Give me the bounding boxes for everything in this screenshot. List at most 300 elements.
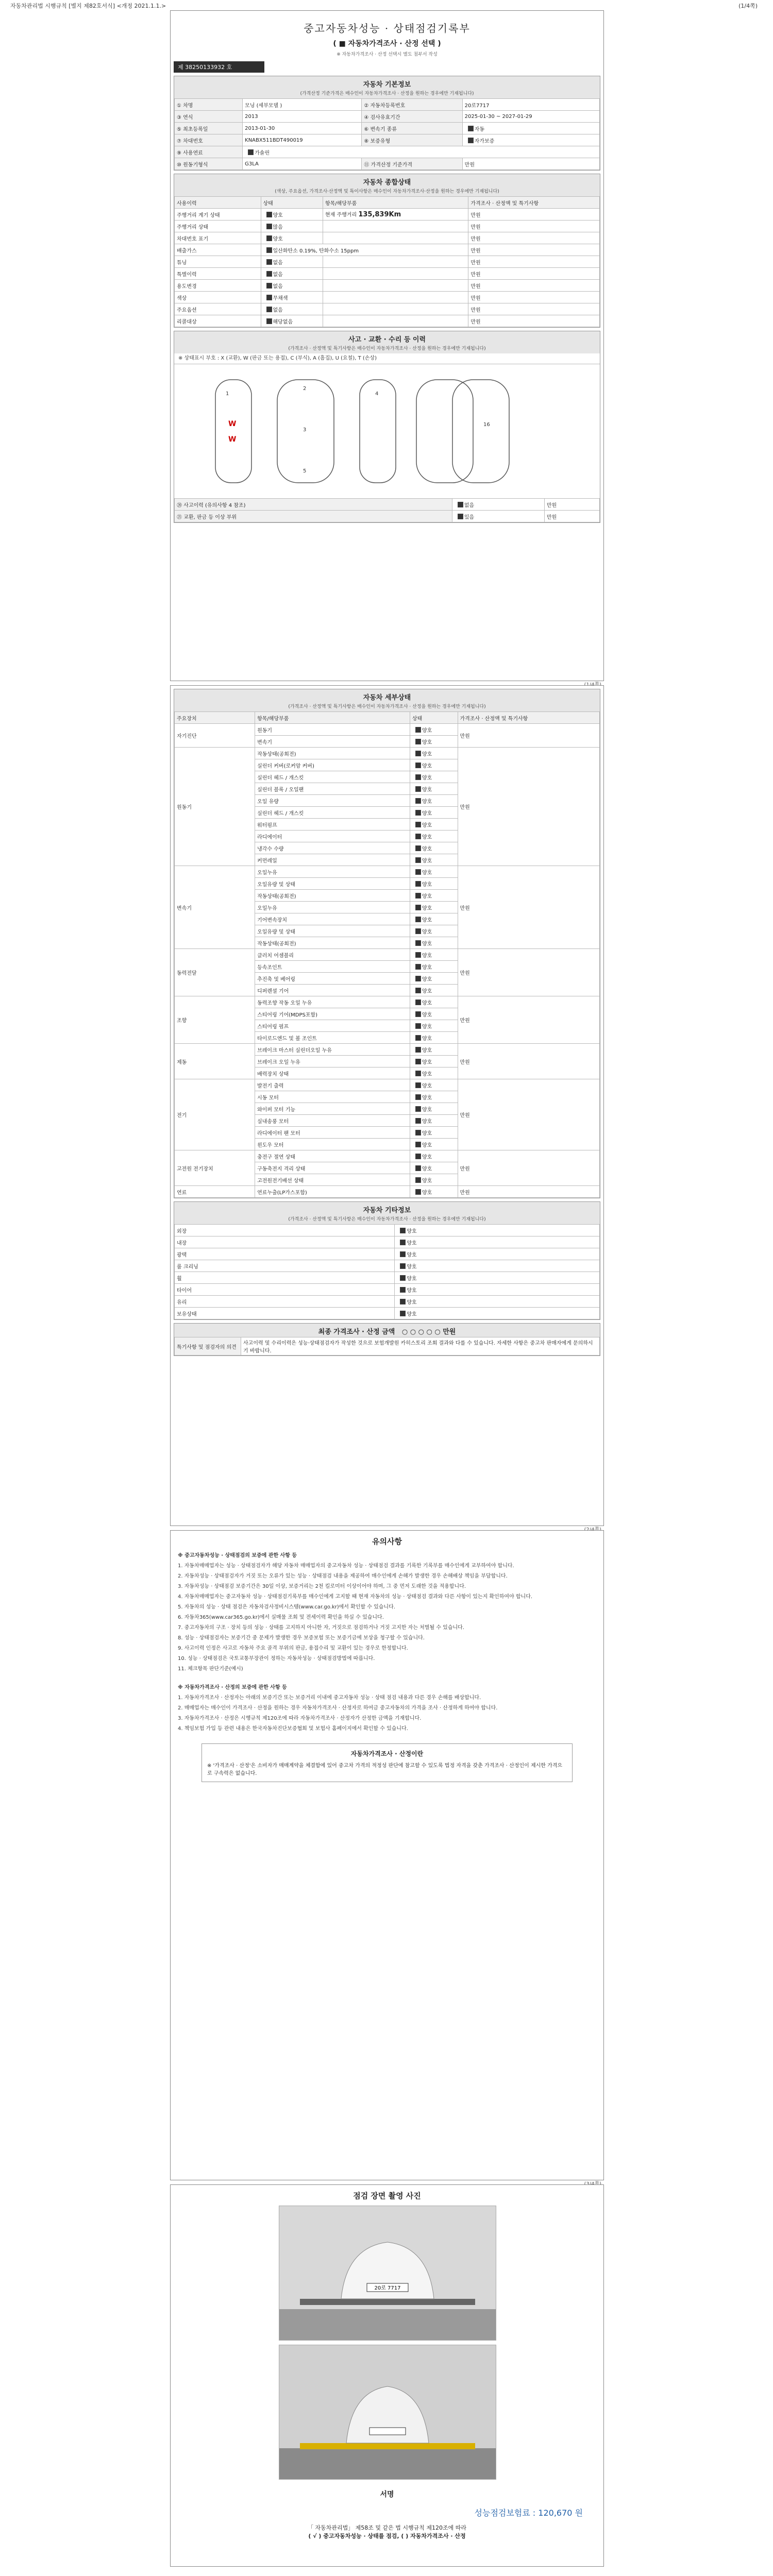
notice-item: 1. 자동차매매업자는 성능 · 상태점검자가 해당 자동차 매매업자의 중고자동차 성능 · 상태점검 결과를 기록한 기록부를 매수인에게 교부하여야 합니다. [178,1563,514,1569]
notice-list-2 [178,1694,596,1733]
detail-state: 양호 [422,1095,432,1101]
accident-legend: ※ 상태표시 부호 : X (교환), W (판금 또는 용접), C (부식), A (흠집), U (요철), T (손상) [178,355,377,361]
accident-unit: 만원 [544,499,599,511]
diag-num: 3 [303,427,307,433]
accident-header: 사고 · 교환 · 수리 등 이력 [174,331,600,345]
detail-item: 기어변속장치 [255,913,410,925]
detail-state-cell [410,1150,458,1162]
detail-group: 연료 [175,1186,255,1198]
checkbox-icon [415,1177,421,1183]
summary-row-label: 주행거리 계기 상태 [175,209,261,221]
detail-item: 오일 유량 [255,795,410,807]
summary-col-3: 가격조사 · 산정액 및 특기사항 [468,197,600,209]
car-diagram [174,364,600,498]
detail-state-cell [410,724,458,736]
detail-row [175,1186,600,1198]
basic-info-header: 자동차 기본정보 [174,76,600,90]
detail-state: 양호 [422,905,432,911]
summary-row-state [261,315,323,327]
detail-item: 실린더 헤드 / 개스킷 [255,807,410,819]
transmission-text: 자동 [474,126,484,132]
summary-row-state [261,209,323,221]
summary-state-text: 많음 [273,224,283,230]
other-state-cell [395,1272,600,1284]
detail-state: 양호 [422,1107,432,1113]
detail-state-cell [410,902,458,913]
final-price-title: 최종 가격조사 · 산정 금액 [318,1328,395,1336]
summary-unit: 만원 [468,292,600,303]
detail-header: 자동차 세부상태 [174,689,600,703]
checkbox-icon [400,1228,406,1233]
checkbox-icon [400,1240,406,1245]
notice-section-2-title: ※ 자동차가격조사 · 산정의 보증에 관한 사항 등 [178,1685,287,1690]
other-item: 광택 [175,1248,395,1260]
notice-item: 4. 책임보험 가입 등 관련 내용은 한국자동차진단보증협회 및 보험사 홈페이지에서 확인할 수 있습니다. [178,1726,408,1732]
transmission-value [462,123,599,134]
detail-state-cell [410,1044,458,1056]
other-state: 양호 [407,1287,417,1294]
summary-col-2: 항목/해당부품 [323,197,468,209]
detail-state-cell [410,1091,458,1103]
detail-unit: 만원 [458,1079,600,1150]
checkbox-icon [400,1287,406,1293]
price-info-text: ※ '가격조사 · 산정'은 소비자가 매매계약을 체결함에 있어 중고차 가격의 적정성 판단에 참고할 수 있도록 법정 자격을 갖춘 가격조사 · 산정인이 제시한 가격으로 구속력은 없습니다. [207,1763,563,1776]
summary-row-label: 리콜대상 [175,315,261,327]
detail-state: 양호 [422,929,432,935]
checkbox-icon [415,774,421,780]
other-state: 양호 [407,1299,417,1306]
detail-item: 스티어링 펌프 [255,1020,410,1032]
inspection-photo-front [279,2206,496,2341]
checkbox-icon [458,514,463,519]
detail-row [175,748,600,759]
detail-col-3: 가격조사 · 산정액 및 특기사항 [458,712,600,724]
base-price-label: ⑪ 가격산정 기준가격 [362,158,462,170]
checkbox-icon [415,751,421,756]
first-reg-label: ⑤ 최초등록일 [175,123,243,134]
detail-state-cell [410,996,458,1008]
notice-item: 11. 체크항목 판단기준(예시) [178,1666,243,1672]
checkbox-icon [266,271,272,277]
other-item: 외장 [175,1225,395,1236]
summary-row-label: 배출가스 [175,244,261,256]
detail-item: 구동축전지 격리 상태 [255,1162,410,1174]
detail-state-cell [410,807,458,819]
summary-row-state [261,268,323,280]
detail-state-cell [410,759,458,771]
odometer-value: 135,839Km [358,211,401,218]
summary-state-text: 없음 [273,260,283,266]
detail-item: 실린더 커버(로커암 커버) [255,759,410,771]
other-state-cell [395,1284,600,1296]
final-price-section [174,1323,600,1356]
other-info-section [174,1201,600,1320]
summary-row-state [261,221,323,232]
detail-state: 양호 [422,1154,432,1160]
other-state-cell [395,1225,600,1236]
summary-unit: 만원 [468,280,600,292]
summary-row-label: 차대번호 표기 [175,232,261,244]
detail-state: 양호 [422,1190,432,1196]
detail-state-cell [410,1056,458,1067]
detail-col-2: 상태 [410,712,458,724]
year-label: ③ 연식 [175,111,243,123]
accident-note: (가격조사 · 산정액 및 특기사항은 매수인이 자동차가격조사 · 산정을 원하는 경우에만 기재됩니다) [174,345,600,353]
detail-unit: 만원 [458,1150,600,1186]
detail-state-cell [410,937,458,949]
accident-row-value [452,499,544,511]
plate-label: ② 자동차등록번호 [362,99,462,111]
detail-item: 오일누유 [255,902,410,913]
year-value: 2013 [243,111,362,123]
detail-item: 시동 모터 [255,1091,410,1103]
summary-item [323,315,468,327]
detail-row [175,724,600,736]
detail-state-cell [410,771,458,783]
detail-item: 변속기 [255,736,410,748]
other-item: 유리 [175,1296,395,1308]
page-1 [170,10,604,681]
accident-value-text: 있음 [464,514,475,520]
checkbox-icon [415,1023,421,1029]
doc-title: 중고자동차성능 · 상태점검기록부 [304,22,470,35]
detail-state: 양호 [422,1071,432,1077]
checkbox-icon [266,259,272,265]
checkbox-icon [458,502,463,507]
detail-state: 양호 [422,858,432,864]
checkbox-icon [415,988,421,993]
detail-state-cell [410,1079,458,1091]
detail-state: 양호 [422,787,432,793]
summary-note: (색상, 주요옵션, 가격조사·산정액 및 특이사항은 매수인이 자동차가격조사·산정을 원하는 경우에만 기재됩니다) [174,188,600,196]
checkbox-icon [415,1165,421,1171]
final-price-header [174,1324,600,1337]
detail-state: 양호 [422,988,432,994]
summary-state-text: 일산화탄소 0.19%, 탄화수소 15ppm [273,248,359,254]
checkbox-icon [266,224,272,229]
basic-info-note: (가격산정 기준가격은 매수인이 자동차가격조사 · 산정을 원하는 경우에만 기재됩니다) [174,90,600,98]
car-front-photo [279,2206,496,2340]
detail-item: 브레이크 마스터 실린더오일 누유 [255,1044,410,1056]
detail-note: (가격조사 · 산정액 및 특기사항은 매수인이 자동차가격조사 · 산정을 원하는 경우에만 기재됩니다) [174,703,600,711]
accident-row-value [452,511,544,522]
notice-list-1 [178,1562,596,1673]
accident-value-text: 없음 [464,502,475,509]
notice-item: 3. 자동차가격조사 · 산정은 시행규칙 제120조에 따라 자동차가격조사 · 산정자가 산정한 금액을 기재합니다. [178,1716,422,1721]
detail-group: 전기 [175,1079,255,1150]
checkbox-icon [415,1094,421,1100]
detail-state: 양호 [422,1118,432,1125]
notice-item: 3. 자동차성능 · 상태점검 보증기간은 30일 이상, 보증거리는 2천 킬로미터 이상이어야 하며, 그 중 먼저 도래한 것을 적용합니다. [178,1584,466,1589]
detail-item: 연료누출(LP가스포함) [255,1186,410,1198]
detail-item: 작동상태(공회전) [255,748,410,759]
detail-state: 양호 [422,1047,432,1054]
detail-state: 양호 [422,1036,432,1042]
checkbox-icon [415,762,421,768]
checkbox-icon [415,869,421,875]
diag-num: 2 [303,386,307,392]
other-item: 내장 [175,1236,395,1248]
detail-group: 조향 [175,996,255,1044]
checkbox-icon [415,1118,421,1124]
detail-unit: 만원 [458,748,600,866]
other-state: 양호 [407,1264,417,1270]
detail-item: 실린더 블록 / 오일팬 [255,783,410,795]
detail-item: 워터펌프 [255,819,410,831]
detail-unit: 만원 [458,949,600,996]
detail-state: 양호 [422,1024,432,1030]
checkbox-icon [415,940,421,946]
car-underbody-view [416,380,473,483]
summary-row-label: 특별이력 [175,268,261,280]
notice-item: 9. 사고이력 인정은 사고로 자동차 주요 골격 부위의 판금, 용접수리 및 교환이 있는 경우로 한정합니다. [178,1646,408,1651]
detail-item: 원동기 [255,724,410,736]
summary-unit: 만원 [468,315,600,327]
car-name-label: ① 차명 [175,99,243,111]
summary-item [323,292,468,303]
detail-item: 실린더 헤드 / 개스킷 [255,771,410,783]
checkbox-icon [266,295,272,300]
other-state-cell [395,1236,600,1248]
detail-item: 브레이크 오일 누유 [255,1056,410,1067]
detail-state: 양호 [422,822,432,828]
checkbox-icon [415,1059,421,1064]
other-state: 양호 [407,1276,417,1282]
accident-row-label: ㉑ 교환, 판금 등 이상 부위 [175,511,452,522]
detail-item: 발전기 출력 [255,1079,410,1091]
detail-item: 스티어링 기어(MDPS포함) [255,1008,410,1020]
other-info-table [174,1224,600,1319]
notice-title: 유의사항 [372,1537,402,1546]
detail-state-cell [410,925,458,937]
notice-section-1 [171,1552,603,1733]
summary-item [323,221,468,232]
other-item: 룸 크리닝 [175,1260,395,1272]
other-state-cell [395,1308,600,1319]
summary-item [323,303,468,315]
summary-row-state [261,256,323,268]
detail-state: 양호 [422,751,432,757]
other-row [175,1248,600,1260]
odometer-cell [323,209,468,221]
other-row [175,1284,600,1296]
checkbox-icon [415,727,421,733]
checkbox-icon [415,1047,421,1053]
vin-value: KNABX511BDT490019 [243,134,362,146]
other-item: 휠 [175,1272,395,1284]
detail-item: 등속조인트 [255,961,410,973]
other-info-header: 자동차 기타정보 [174,1202,600,1215]
summary-state-text: 없음 [273,307,283,313]
detail-state-cell [410,1174,458,1186]
detail-state-cell [410,1067,458,1079]
summary-item [323,280,468,292]
checkbox-icon [266,283,272,289]
detail-state-cell [410,866,458,878]
checkbox-icon [415,810,421,816]
detail-state: 양호 [422,1012,432,1018]
detail-item: 작동상태(공회전) [255,937,410,949]
detail-state: 양호 [422,739,432,745]
fuel-value [243,146,600,158]
detail-state-cell [410,1162,458,1174]
detail-state: 양호 [422,846,432,852]
detail-state-cell [410,842,458,854]
other-row [175,1308,600,1319]
notice-item: 6. 자동차365(www.car365.go.kr)에서 실매물 조회 및 전세이력 확인을 하실 수 있습니다. [178,1615,384,1620]
detail-state: 양호 [422,775,432,781]
summary-state-text: 해당없음 [273,319,293,325]
detail-state-cell [410,1032,458,1044]
checkbox-icon [415,1071,421,1076]
car-frame-view [452,380,509,483]
detail-group: 원동기 [175,748,255,866]
detail-state-cell [410,949,458,961]
summary-row-label: 색상 [175,292,261,303]
checkbox-icon [415,999,421,1005]
base-price-value: 만원 [462,158,599,170]
summary-row-label: 튜닝 [175,256,261,268]
diag-num: 5 [303,468,307,474]
detail-state-cell [410,973,458,985]
detail-state-cell [410,1127,458,1139]
cert-number: 제 38250133932 호 [174,61,264,73]
detail-state: 양호 [422,810,432,817]
detail-item: 라디에이터 팬 모터 [255,1127,410,1139]
checkbox-icon [266,307,272,312]
special-table [174,1337,600,1355]
transmission-label: ⑥ 변속기 종류 [362,123,462,134]
period-label: ④ 검사유효기간 [362,111,462,123]
summary-row-state [261,303,323,315]
other-state-cell [395,1248,600,1260]
checkbox-icon [468,126,474,131]
checkbox-icon [415,1130,421,1136]
other-info-note: (가격조사 · 산정액 및 특기사항은 매수인이 자동차가격조사 · 산정을 원하는 경우에만 기재됩니다) [174,1215,600,1224]
checkbox-icon [415,976,421,981]
checkbox-icon [415,1189,421,1195]
plate-value: 20로7717 [462,99,599,111]
other-row [175,1296,600,1308]
sign-text-2: ( √ ) 중고자동차성능 · 상태를 점검, ( ) 자동차가격조사 · 산정 [308,2533,466,2539]
detail-state-cell [410,748,458,759]
engine-label: ⑩ 원동기형식 [175,158,243,170]
detail-row [175,996,600,1008]
detail-unit: 만원 [458,1186,600,1198]
first-reg-value: 2013-01-30 [243,123,362,134]
detail-group: 자기진단 [175,724,255,748]
detail-item: 윈도우 모터 [255,1139,410,1150]
accident-unit: 만원 [544,511,599,522]
summary-row-label: 주요옵션 [175,303,261,315]
detail-item: 동력조향 작동 오일 누유 [255,996,410,1008]
detail-item: 고전원전기배선 상태 [255,1174,410,1186]
special-text: 사고이력 및 수리이력은 성능·상태점검자가 작성한 것으로 보험개발원 카히스토리 조회 결과와 다를 수 있습니다. 자세한 사항은 중고차 판매자에게 문의하시기 바랍니다. [241,1337,600,1355]
other-item: 타이어 [175,1284,395,1296]
detail-item: 오일유량 및 상태 [255,878,410,890]
detail-item: 추진축 및 베어링 [255,973,410,985]
detail-state: 양호 [422,1083,432,1089]
other-item: 보유상태 [175,1308,395,1319]
other-row [175,1272,600,1284]
detail-unit: 만원 [458,996,600,1044]
checkbox-icon [415,1154,421,1159]
form-ref: 자동차관리법 시행규칙 [별지 제82호서식] <개정 2021.1.1.> [10,3,166,9]
checkbox-icon [415,1142,421,1147]
summary-row-state [261,292,323,303]
checkbox-icon [415,845,421,851]
vin-label: ⑦ 차대번호 [175,134,243,146]
checkbox-icon [415,834,421,839]
other-state: 양호 [407,1252,417,1258]
period-value: 2025-01-30 ~ 2027-01-29 [462,111,599,123]
diag-num: 1 [226,391,229,397]
detail-table [174,711,600,1198]
price-info-box [201,1743,573,1782]
detail-item: 배력장치 상태 [255,1067,410,1079]
checkbox-icon [415,786,421,792]
detail-row [175,949,600,961]
detail-state-cell [410,831,458,842]
summary-col-1: 상태 [261,197,323,209]
sign-title: 서명 [380,2490,394,2499]
checkbox-icon [415,881,421,887]
summary-row-state [261,280,323,292]
diag-num: 4 [375,391,379,397]
page-4 [170,2184,604,2567]
car-outline-diagram [174,364,600,498]
summary-item [323,232,468,244]
summary-unit: 만원 [468,256,600,268]
other-state: 양호 [407,1228,417,1234]
detail-state-cell [410,1020,458,1032]
photo-title: 점검 장면 촬영 사진 [353,2191,421,2200]
basic-info-table [174,98,600,170]
summary-state-text: 무채색 [273,295,288,301]
accident-section [174,331,600,523]
warranty-label: ⑧ 보증유형 [362,134,462,146]
detail-row [175,1150,600,1162]
plate-text: 20로 7717 [374,2285,401,2291]
detail-section [174,689,600,1198]
detail-state: 양호 [422,964,432,971]
detail-state: 양호 [422,799,432,805]
sign-text-1: 「 자동차관리법」 제58조 및 같은 법 시행규칙 제120조에 따라 [307,2524,467,2531]
detail-col-0: 주요장치 [175,712,255,724]
detail-unit: 만원 [458,724,600,748]
notice-item: 2. 자동차성능 · 상태점검자가 거짓 또는 오류가 있는 성능 · 상태점검 내용을 제공하여 매수인에게 손해가 발생한 경우 손해배상 책임을 부담합니다. [178,1573,508,1579]
notice-section-1-title: ※ 중고자동차성능 · 상태점검의 보증에 관한 사항 등 [178,1553,297,1558]
checkbox-icon [400,1263,406,1269]
notice-item: 8. 성능 · 상태점검자는 보증기간 중 문제가 발생한 경우 보증보험 또는 보증기금에 보상을 청구할 수 있습니다. [178,1635,425,1641]
checkbox-icon [248,149,254,155]
detail-group: 변속기 [175,866,255,949]
detail-state-cell [410,736,458,748]
detail-state: 양호 [422,1059,432,1065]
summary-table [174,196,600,327]
other-state-cell [395,1296,600,1308]
checkbox-icon [415,798,421,804]
detail-state: 양호 [422,1130,432,1137]
checkbox-icon [266,212,272,217]
detail-state-cell [410,795,458,807]
summary-col-0: 사용이력 [175,197,261,209]
checkbox-icon [415,822,421,827]
summary-row-label: 용도변경 [175,280,261,292]
detail-state-cell [410,1139,458,1150]
detail-unit: 만원 [458,866,600,949]
detail-state-cell [410,783,458,795]
